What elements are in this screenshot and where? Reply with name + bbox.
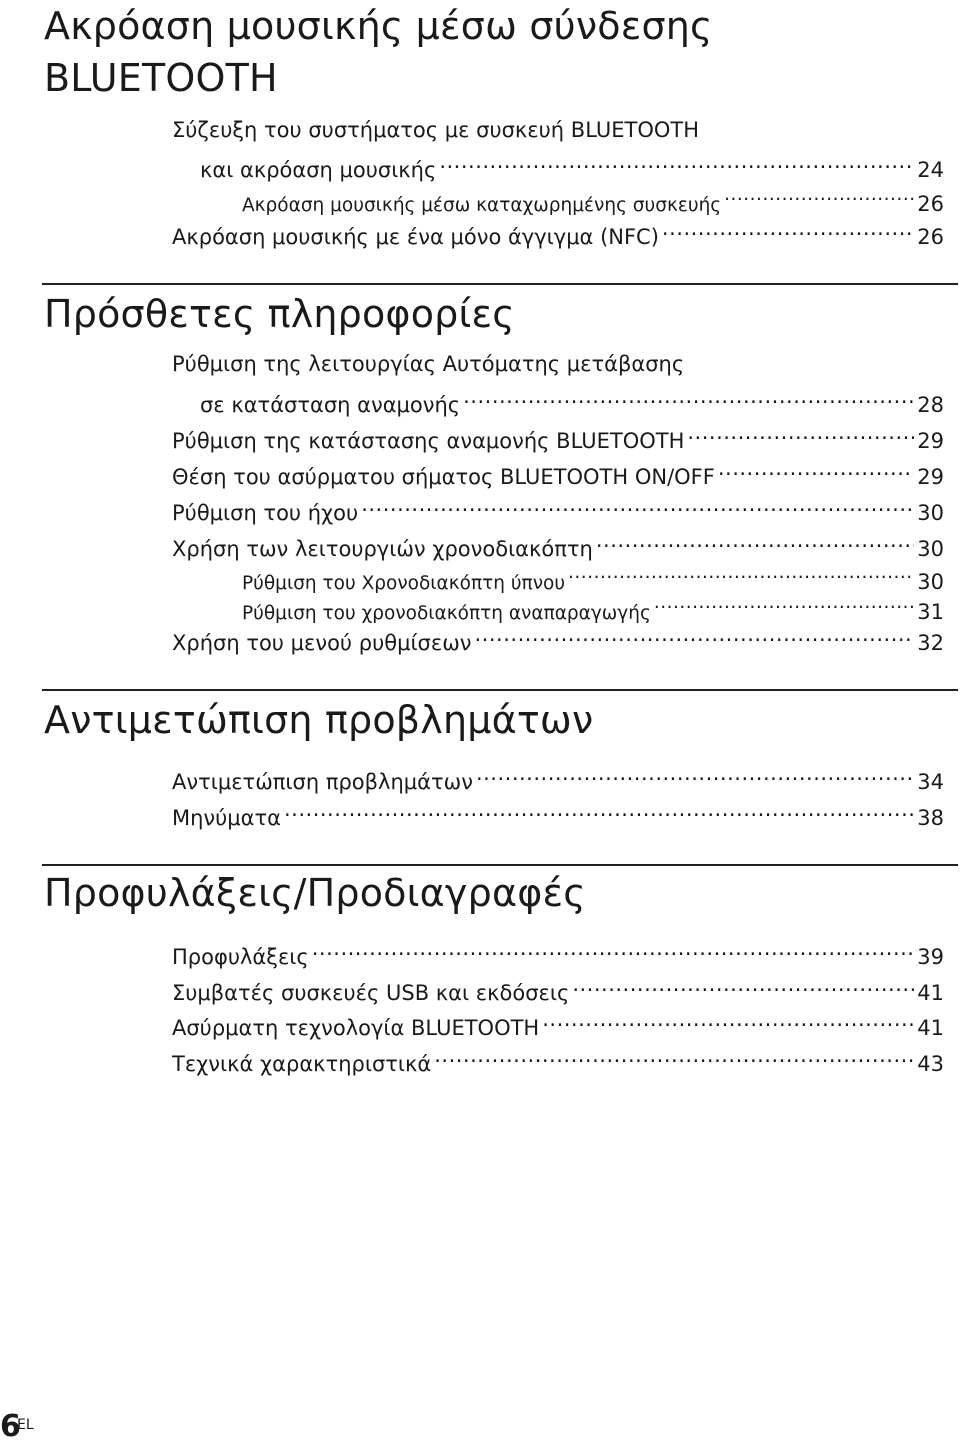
section-divider: [42, 864, 958, 866]
toc-entry-label: Μηνύματα: [172, 806, 281, 830]
toc-entry-label-line1: Σύζευξη του συστήματος με συσκευή BLUETOOTH: [172, 118, 699, 142]
toc-entry-page: 28: [917, 393, 944, 417]
toc-entry-label: σε κατάσταση αναμονής: [200, 393, 461, 417]
toc-entry[interactable]: [172, 964, 944, 1005]
toc-entry-page: 30: [917, 537, 944, 561]
toc-entry[interactable]: [172, 614, 944, 655]
toc-entry-label: και ακρόαση μουσικής: [200, 158, 437, 182]
toc-entry-label: Αντιμετώπιση προβλημάτων: [172, 770, 473, 794]
toc-entry-label: Θέση του ασύρματου σήματος BLUETOOTH ON/OFF: [172, 465, 715, 489]
leader-dots: [724, 175, 914, 211]
toc-entry[interactable]: [172, 412, 944, 453]
toc-entry[interactable]: [172, 208, 944, 249]
toc-entry-label: Ακρόαση μουσικής μέσω καταχωρημένης συσκευής: [242, 195, 722, 216]
toc-entry-label: Ρύθμιση του ήχου: [172, 501, 359, 525]
leader-dots: [572, 964, 914, 1000]
toc-entry-label: Χρήση του μενού ρυθμίσεων: [172, 631, 472, 655]
leader-dots: [687, 412, 914, 448]
leader-dots: [596, 520, 914, 556]
leader-dots: [361, 484, 914, 520]
leader-dots: [284, 789, 914, 825]
leader-dots: [662, 208, 914, 244]
toc-entry-page: 43: [917, 1052, 944, 1076]
toc-entry[interactable]: [242, 175, 944, 216]
toc-entry-label: Ακρόαση μουσικής με ένα μόνο άγγιγμα (NFC): [172, 225, 659, 249]
section-title-bluetooth-listening: Ακρόαση μουσικής μέσω σύνδεσης: [44, 4, 713, 48]
toc-entry[interactable]: [172, 789, 944, 830]
toc-entry[interactable]: [172, 520, 944, 561]
leader-dots: [434, 1035, 914, 1071]
toc-entry-label: Προφυλάξεις: [172, 945, 309, 969]
toc-entry[interactable]: [172, 376, 944, 417]
toc-entry-label: Ασύρματη τεχνολογία BLUETOOTH: [172, 1016, 540, 1040]
toc-entry[interactable]: [172, 753, 944, 794]
toc-entry-label: Τεχνικά χαρακτηριστικά: [172, 1052, 432, 1076]
toc-entry-page: 38: [917, 806, 944, 830]
section-title-bluetooth-listening-line2: BLUETOOTH: [44, 56, 278, 100]
toc-entry-page: 31: [917, 600, 944, 624]
section-title-troubleshooting: Αντιμετώπιση προβλημάτων: [44, 698, 594, 742]
toc-entry[interactable]: [172, 484, 944, 525]
toc-entry[interactable]: [172, 928, 944, 969]
toc-entry-page: 24: [917, 158, 944, 182]
section-divider: [42, 689, 958, 691]
toc-entry-page: 30: [917, 501, 944, 525]
toc-entry-label: Ρύθμιση του χρονοδιακόπτη αναπαραγωγής: [242, 603, 651, 624]
toc-entry-page: 29: [917, 429, 944, 453]
toc-entry-label: Ρύθμιση της κατάστασης αναμονής BLUETOOTH: [172, 429, 685, 453]
section-title-precautions-specs: Προφυλάξεις/Προδιαγραφές: [44, 871, 586, 915]
toc-entry[interactable]: [172, 141, 944, 182]
toc-entry-page: 30: [917, 570, 944, 594]
toc-entry-page: 32: [917, 631, 944, 655]
toc-entry[interactable]: [172, 448, 944, 489]
leader-dots: [718, 448, 914, 484]
leader-dots: [312, 928, 915, 964]
leader-dots: [475, 614, 915, 650]
toc-entry-page: 34: [917, 770, 944, 794]
language-code: EL: [17, 1417, 34, 1433]
toc-entry[interactable]: [172, 999, 944, 1040]
leader-dots: [463, 376, 914, 412]
toc-entry-page: 26: [917, 225, 944, 249]
toc-entry-page: 29: [917, 465, 944, 489]
toc-entry-label-line1: Ρύθμιση της λειτουργίας Αυτόματης μετάβασης: [172, 352, 685, 376]
toc-entry-label: Χρήση των λειτουργιών χρονοδιακόπτη: [172, 537, 593, 561]
page-number: 6: [0, 1409, 21, 1444]
toc-entry-page: 26: [917, 192, 944, 216]
leader-dots: [439, 141, 914, 177]
toc-entry-page: 41: [917, 981, 944, 1005]
toc-entry-label: Συμβατές συσκευές USB και εκδόσεις: [172, 981, 570, 1005]
toc-entry-page: 41: [917, 1016, 944, 1040]
section-title-additional-info: Πρόσθετες πληροφορίες: [44, 292, 515, 336]
leader-dots: [476, 753, 914, 789]
section-divider: [42, 283, 958, 285]
leader-dots: [542, 999, 914, 1035]
toc-entry-label: Ρύθμιση του Χρονοδιακόπτη ύπνου: [242, 573, 566, 594]
toc-entry-page: 39: [917, 945, 944, 969]
toc-entry[interactable]: [172, 1035, 944, 1076]
